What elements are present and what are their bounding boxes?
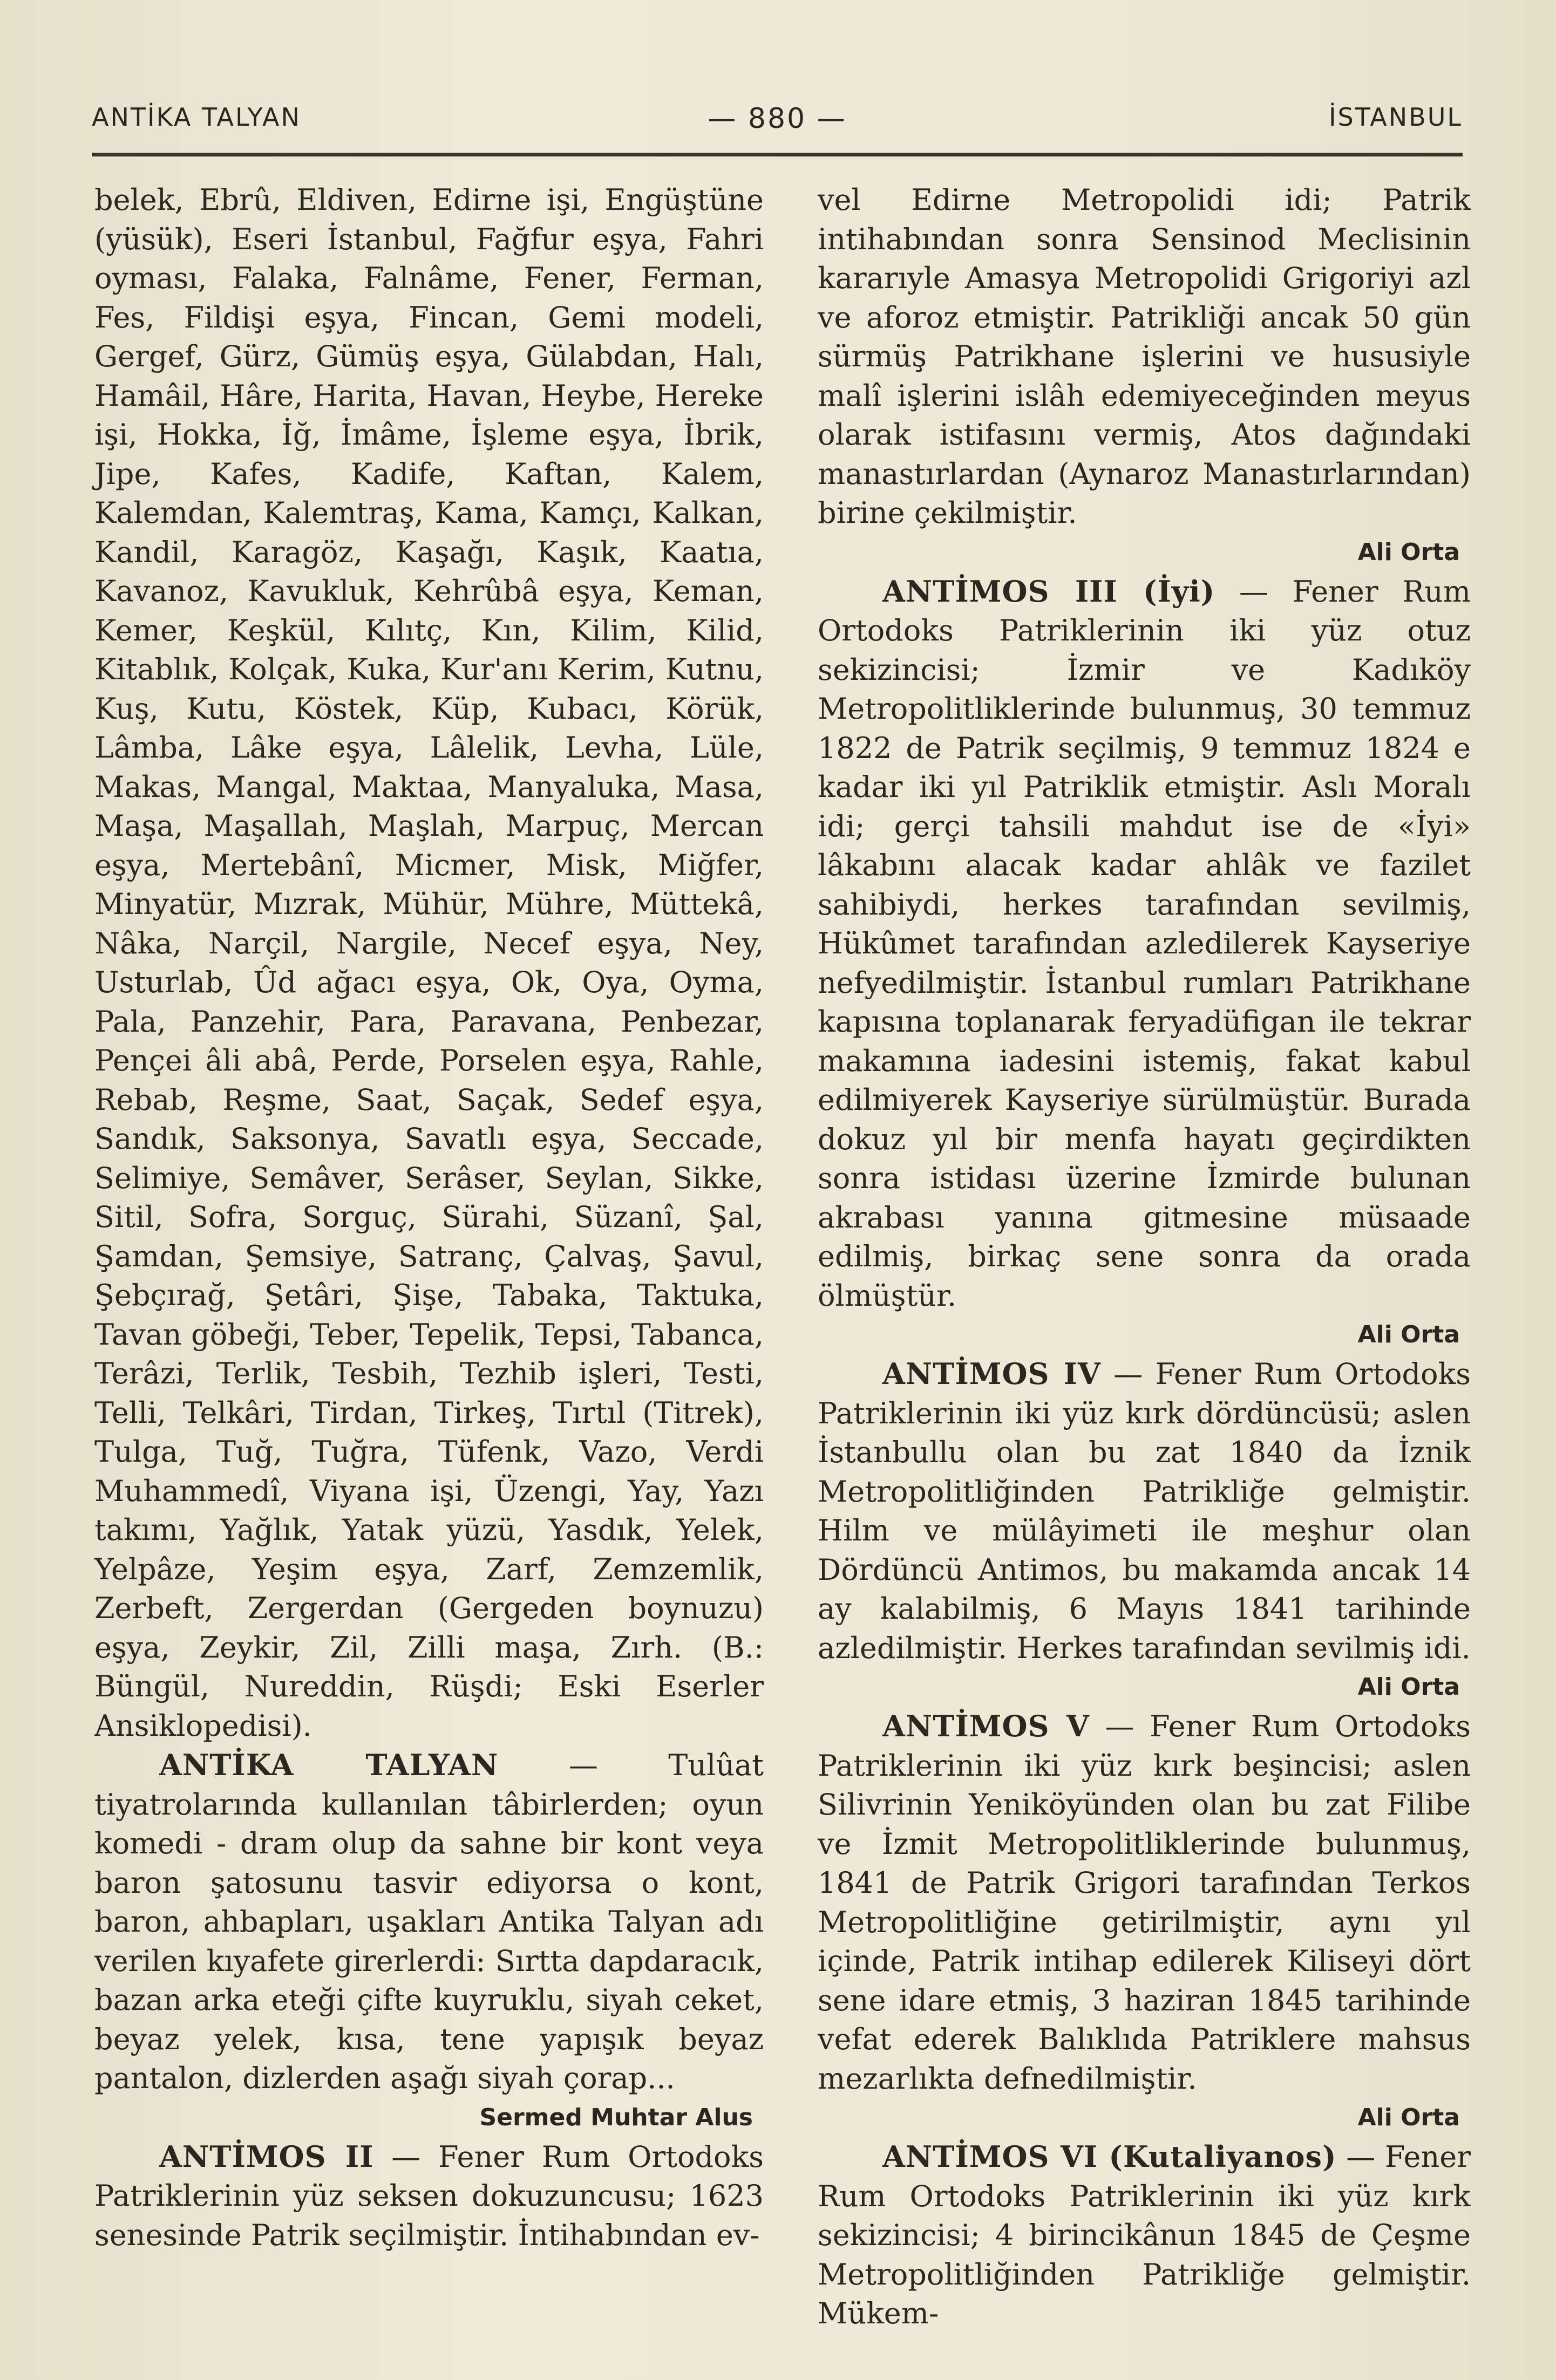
entry-antimos-ii xyxy=(94,2137,764,2255)
running-head-left: ANTİKA TALYAN xyxy=(92,103,301,132)
entry-body: — Tulûat tiyatrolarında kullanılan tâbirlerden; oyun komedi - dram olup da sahne bir kont veya baron şatosunu tasvir ediyorsa o kont, baron, ahbapları, uşakları Antika Talyan adı verilen kıyafete girerlerdi: Sırtta dapdaracık, bazan arka eteği çifte kuyruklu, siyah ceket, beyaz yelek, kısa, tene yapışık beyaz pantalon, dizlerden aşağı siyah çorap... xyxy=(94,1748,764,2095)
entry-body: — Fener Rum Ortodoks Patriklerinin iki yüz kırk sekizincisi; 4 birincikânun 1845 de Çeşme Metropolitliğinden Patrikliğe gelmiştir. Mükem- xyxy=(818,2140,1471,2330)
author-signature: Sermed Muhtar Alus xyxy=(479,2103,753,2131)
running-head-right: İSTANBUL xyxy=(1328,103,1463,132)
author-signature: Ali Orta xyxy=(1357,538,1460,566)
entry-headword: ANTİMOS IV xyxy=(882,1356,1101,1391)
right-column xyxy=(818,181,1471,2334)
left-column xyxy=(94,181,764,2255)
author-signature: Ali Orta xyxy=(1357,2104,1460,2131)
entry-headword: ANTİMOS II xyxy=(159,2139,374,2174)
entry-antika-talyan xyxy=(94,1745,764,2098)
entry-headword: ANTİMOS VI (Kutaliyanos) xyxy=(882,2139,1337,2174)
page-number: — 880 — xyxy=(708,103,847,135)
author-signature: Ali Orta xyxy=(1357,1321,1460,1348)
entry-body: — Fener Rum Ortodoks Patriklerinin yüz seksen dokuzuncusu; 1623 senesinde Patrik seçilmiştir. İntihabından ev- xyxy=(94,2139,764,2252)
entry-headword: ANTİKA TALYAN xyxy=(159,1748,499,1782)
entry-antimos-iii xyxy=(818,572,1471,1316)
continued-list-paragraph: belek, Ebrû, Eldiven, Edirne işi, Engüştüne (yüsük), Eseri İstanbul, Fağfur eşya, Fahri oyması, Falaka, Falnâme, Fener, Ferman, Fes, Fildişi eşya, Fincan, Gemi modeli, Gergef, Gürz, Gümüş eşya, Gülabdan, Halı, Hamâil, Hâre, Harita, Havan, Heybe, Hereke işi, Hokka, İğ, İmâme, İşleme eşya, İbrik, Jipe, Kafes, Kadife, Kaftan, Kalem, Kalemdan, Kalemtraş, Kama, Kamçı, Kalkan, Kandil, Karagöz, Kaşağı, Kaşık, Kaatıa, Kavanoz, Kavukluk, Kehrûbâ eşya, Keman, Kemer, Keşkül, Kılıtç, Kın, Kilim, Kilid, Kitablık, Kolçak, Kuka, Kur'anı Kerim, Kutnu, Kuş, Kutu, Köstek, Küp, Kubacı, Körük, Lâmba, Lâke eşya, Lâlelik, Levha, Lüle, Makas, Mangal, Maktaa, Manyaluka, Masa, Maşa, Maşallah, Maşlah, Marpuç, Mercan eşya, Mertebânî, Micmer, Misk, Miğfer, Minyatür, Mızrak, Mühür, Mühre, Müttekâ, Nâka, Narçil, Nargile, Necef eşya, Ney, Usturlab, Ûd ağacı eşya, Ok, Oya, Oyma, Pala, Panzehir, Para, Paravana, Penbezar, Pençei âli abâ, Perde, Porselen eşya, Rahle, Rebab, Reşme, Saat, Saçak, Sedef eşya, Sandık, Saksonya, Savatlı eşya, Seccade, Selimiye, Semâver, Serâser, Seylan, Sikke, Sitil, Sofra, Sorguç, Sürahi, Süzanî, Şal, Şamdan, Şemsiye, Satranç, Çalvaş, Şavul, Şebçırağ, Şetâri, Şişe, Tabaka, Taktuka, Tavan göbeği, Teber, Tepelik, Tepsi, Tabanca, Terâzi, Terlik, Tesbih, Tezhib işleri, Testi, Telli, Telkâri, Tirdan, Tirkeş, Tırtıl (Titrek), Tulga, Tuğ, Tuğra, Tüfenk, Vazo, Verdi Muhammedî, Viyana işi, Üzengi, Yay, Yazı takımı, Yağlık, Yatak yüzü, Yasdık, Yelek, Yelpâze, Yeşim eşya, Zarf, Zemzemlik, Zerbeft, Zergerdan (Gergeden boynuzu) eşya, Zeykir, Zil, Zilli maşa, Zırh. (B.: Büngül, Nureddin, Rüşdi; Eski Eserler Ansiklopedisi). xyxy=(94,183,764,1743)
header-rule xyxy=(92,153,1463,156)
author-signature: Ali Orta xyxy=(1357,1673,1460,1701)
continued-entry-paragraph: vel Edirne Metropolidi idi; Patrik intihabından sonra Sensinod Meclisinin kararıyle Amasya Metropolidi Grigoriyi azl ve aforoz etmiştir. Patrikliği ancak 50 gün sürmüş Patrikhane işlerini ve hususiyle malî işlerini islâh edemiyeceğinden meyus olarak istifasını vermiş, Atos dağındaki manastırlardan (Aynaroz Manastırlarından) birine çekilmiştir. xyxy=(818,183,1471,530)
entry-body: — Fener Rum Ortodoks Patriklerinin iki yüz otuz sekizincisi; İzmir ve Kadıköy Metropolitliklerinde bulunmuş, 30 temmuz 1822 de Patrik seçilmiş, 9 temmuz 1824 e kadar iki yıl Patriklik etmiştir. Aslı Moralı idi; gerçi tahsili mahdut ise de «İyi» lâkabını alacak kadar ahlâk ve fazilet sahibiydi, herkes tarafından sevilmiş, Hükûmet tarafından azledilerek Kayseriye nefyedilmiştir. İstanbul rumları Patrikhane kapısına toplanarak feryadüfigan ile tekrar makamına iadesini istemiş, fakat kabul edilmiyerek Kayseriye sürülmüştür. Burada dokuz yıl bir menfa hayatı geçirdikten sonra istidası üzerine İzmirde bulunan akrabası yanına gitmesine müsaade edilmiş, birkaç sene sonra da orada ölmüştür. xyxy=(818,574,1471,1313)
entry-headword: ANTİMOS III (İyi) xyxy=(882,574,1215,609)
entry-body: — Fener Rum Ortodoks Patriklerinin iki yüz kırk beşincisi; aslen Silivrinin Yeniköyünden olan bu zat Filibe ve İzmit Metropolitliklerinde bulunmuş, 1841 de Patrik Grigori tarafından Terkos Metropolitliğine getirilmiştir, aynı yıl içinde, Patrik intihap edilerek Kiliseyi dört sene idare etmiş, 3 haziran 1845 tarihinde vefat ederek Balıklıda Patriklere mahsus mezarlıkta defnedilmiştir. xyxy=(818,1709,1471,2096)
entry-antimos-iv xyxy=(818,1354,1471,1668)
entry-antimos-vi xyxy=(818,2137,1471,2334)
entry-body: — Fener Rum Ortodoks Patriklerinin iki yüz kırk dördüncüsü; aslen İstanbullu olan bu zat 1840 da İznik Metropolitliğinden Patrikliğe gelmiştir. Hilm ve mülâyimeti ile meşhur olan Dördüncü Antimos, bu makamda ancak 14 ay kalabilmiş, 6 Mayıs 1841 tarihinde azledilmiştir. Herkes tarafından sevilmiş idi. xyxy=(818,1357,1471,1665)
entry-antimos-v xyxy=(818,1707,1471,2098)
entry-headword: ANTİMOS V xyxy=(882,1709,1090,1743)
page-header xyxy=(92,103,1463,140)
